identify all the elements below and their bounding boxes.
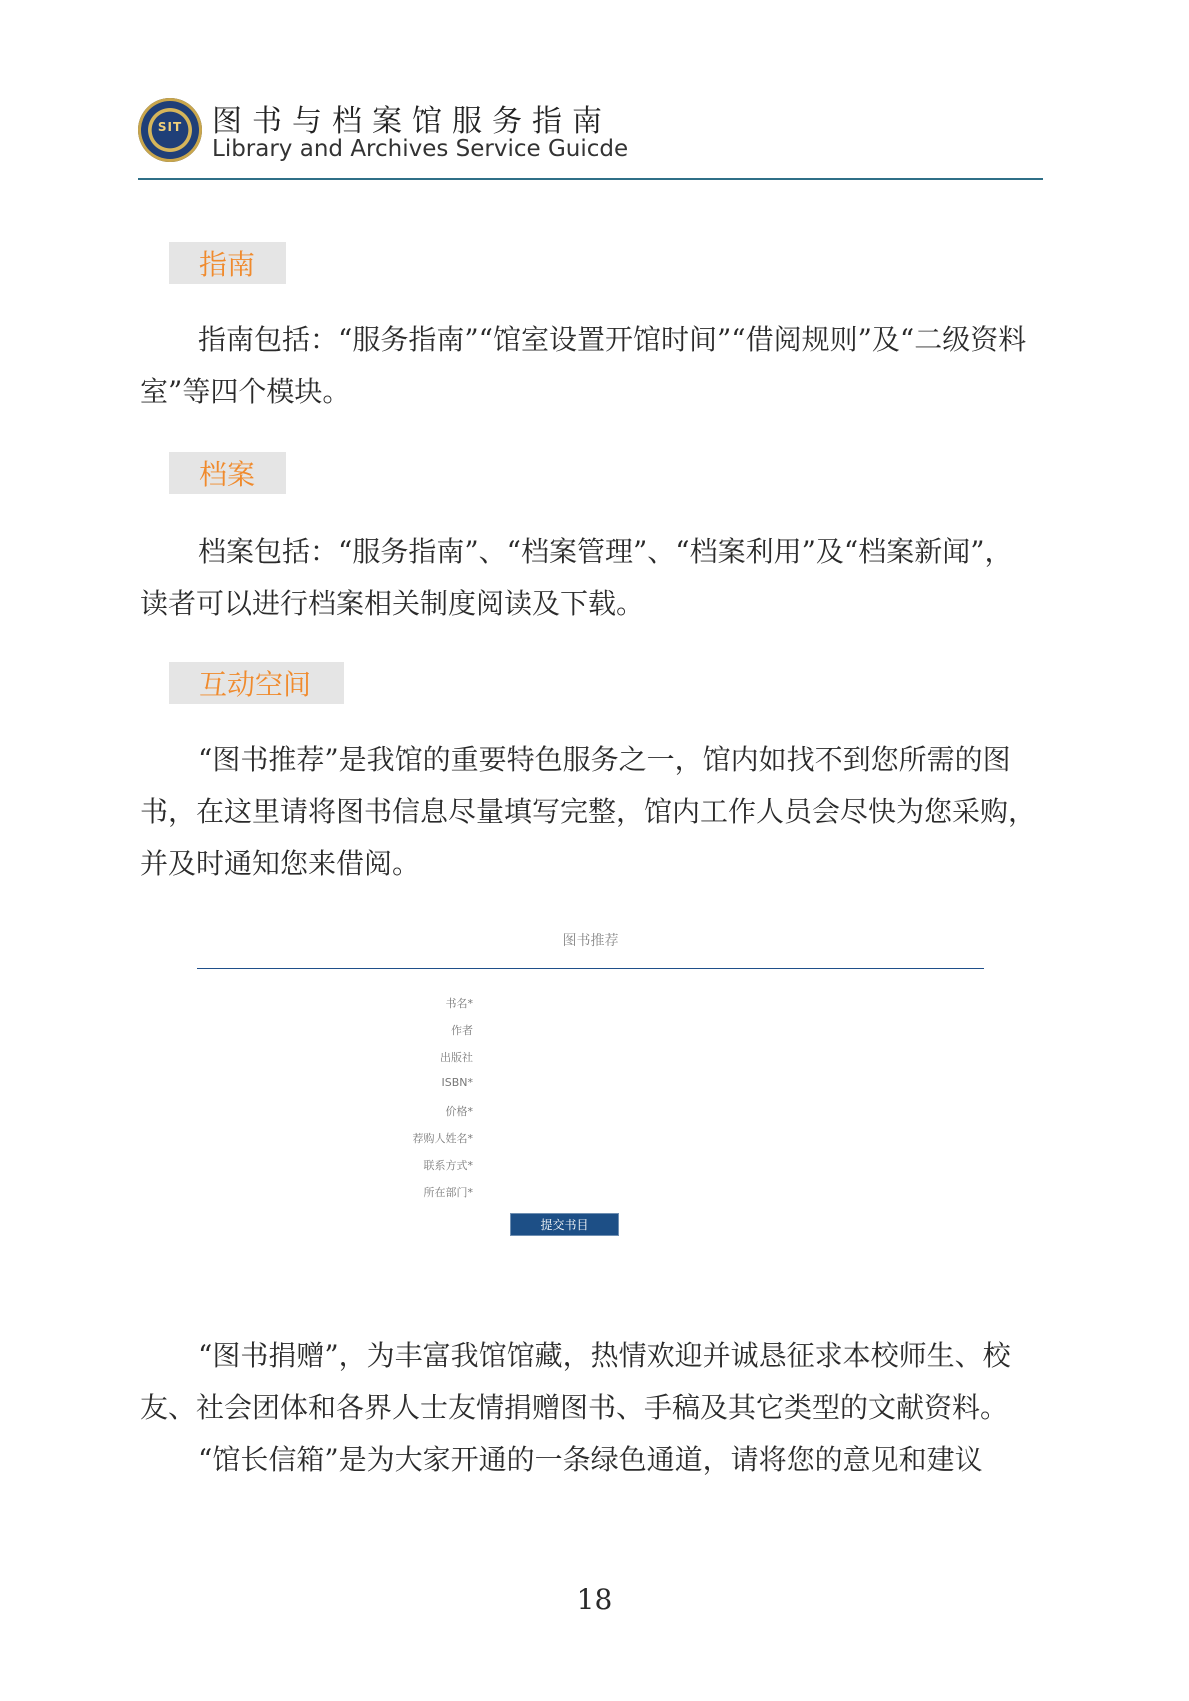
header-title-cn: 图书与档案馆服务指南 [212, 104, 612, 139]
recommend-paragraph: “图书推荐”是我馆的重要特色服务之一，馆内如找不到您所需的图书，在这里请将图书信息尽量填写完整，馆内工作人员会尽快为您采购，并及时通知您来借阅。 [140, 743, 1037, 880]
interactive-heading [169, 662, 344, 704]
field-label-department: 所在部门* [423, 1186, 473, 1199]
archive-heading-text: 档案 [199, 458, 256, 491]
submit-book-button[interactable]: 提交书目 [510, 1213, 619, 1236]
school-logo [138, 98, 202, 162]
archive-heading [169, 452, 286, 494]
guide-paragraph: 指南包括：“服务指南”“馆室设置开馆时间”“借阅规则”及“二级资料室”等四个模块。 [140, 323, 1027, 408]
guide-heading-text: 指南 [199, 248, 256, 281]
page-number: 18 [576, 1583, 613, 1616]
form-divider [197, 968, 984, 969]
field-label-publisher: 出版社 [440, 1051, 473, 1064]
archive-paragraph: 档案包括：“服务指南”、“档案管理”、“档案利用”及“档案新闻”，读者可以进行档案相关制度阅读及下载。 [140, 535, 1013, 620]
field-label-recommender: 荐购人姓名* [412, 1132, 473, 1145]
page-header [138, 92, 1043, 180]
field-label-author: 作者 [451, 1024, 473, 1037]
donation-paragraph: “图书捐赠”，为丰富我馆馆藏，热情欢迎并诚恳征求本校师生、校友、社会团体和各界人士友情捐赠图书、手稿及其它类型的文献资料。 [140, 1339, 1011, 1424]
book-recommend-form [197, 930, 984, 1250]
guide-heading [169, 242, 286, 284]
logo-text: SIT [157, 120, 183, 134]
field-label-contact: 联系方式* [423, 1159, 473, 1172]
form-title: 图书推荐 [562, 933, 619, 949]
field-label-isbn: ISBN* [441, 1076, 473, 1089]
field-label-price: 价格* [445, 1105, 473, 1118]
header-title-en: Library and Archives Service Guicde [212, 136, 629, 162]
interactive-heading-text: 互动空间 [199, 668, 312, 701]
mailbox-paragraph: “馆长信箱”是为大家开通的一条绿色通道，请将您的意见和建议 [198, 1443, 983, 1476]
field-label-title: 书名* [445, 997, 473, 1010]
